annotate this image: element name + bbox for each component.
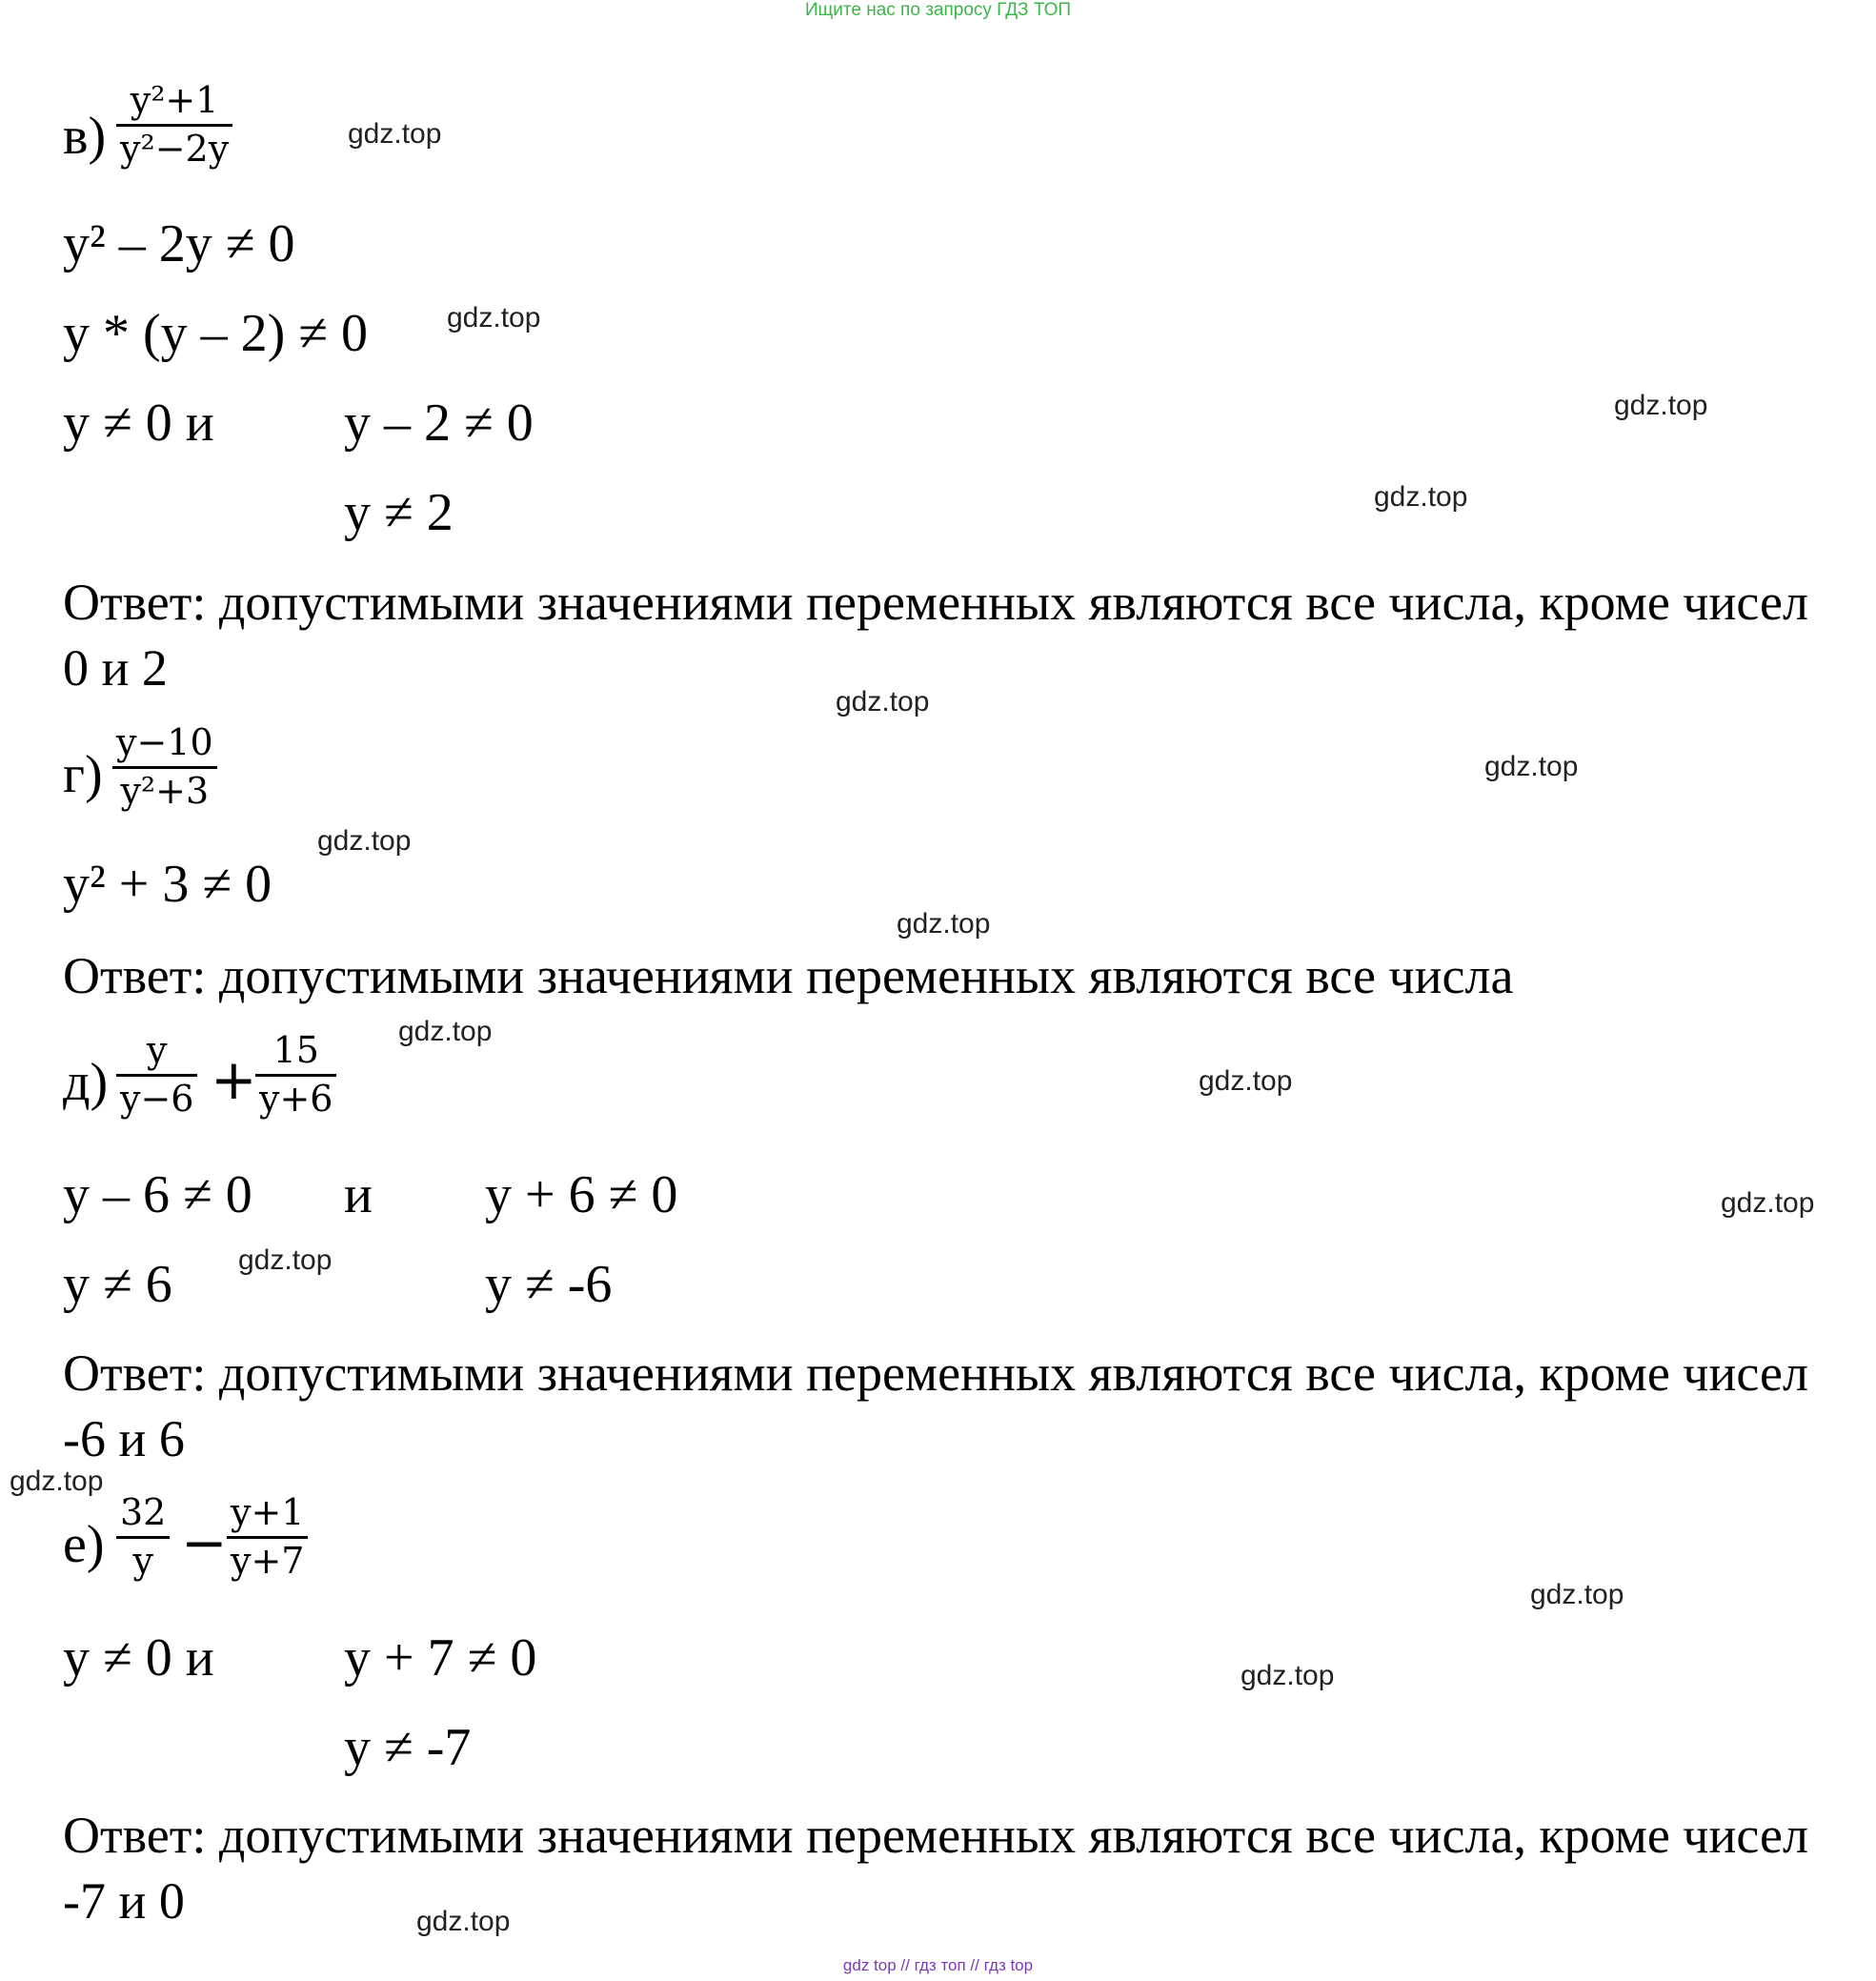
section-g-line-1: y² + 3 ≠ 0	[63, 855, 272, 914]
watermark: gdz.top	[836, 686, 930, 718]
watermark: gdz.top	[1721, 1187, 1815, 1219]
fraction-denominator: y−6	[120, 1077, 194, 1120]
fraction-denominator: y²−2y	[120, 127, 230, 170]
fraction-denominator: y+6	[259, 1077, 333, 1120]
section-d-fraction-2	[255, 1029, 336, 1120]
section-d-line-4: y ≠ 6	[63, 1255, 172, 1314]
section-e-line-2: y + 7 ≠ 0	[344, 1628, 537, 1688]
watermark: gdz.top	[10, 1466, 104, 1497]
section-v-line-2: y * (y – 2) ≠ 0	[63, 304, 369, 363]
fraction-denominator: y+7	[231, 1539, 305, 1582]
watermark: gdz.top	[447, 302, 541, 334]
section-v-line-3: y ≠ 0 и	[63, 394, 214, 453]
fraction-numerator: y	[147, 1029, 168, 1071]
top-banner: Ищите нас по запросу ГДЗ ТОП	[804, 0, 1072, 20]
section-v-line-4: y – 2 ≠ 0	[344, 394, 534, 453]
plus-operator: +	[211, 1047, 257, 1112]
section-e-fraction-2	[227, 1491, 308, 1582]
section-d-line-2: и	[344, 1165, 373, 1224]
fraction-denominator: y	[132, 1539, 153, 1582]
watermark: gdz.top	[398, 1016, 493, 1047]
section-v-answer: Ответ: допустимыми значениями переменных являются все числа, кроме чисел 0 и 2	[63, 574, 1808, 697]
section-e-line-1: y ≠ 0 и	[63, 1628, 214, 1688]
section-v-label: в)	[63, 107, 107, 166]
watermark: gdz.top	[416, 1906, 511, 1937]
section-g-label: г)	[63, 745, 103, 804]
watermark: gdz.top	[317, 825, 412, 857]
fraction-denominator: y²+3	[120, 769, 210, 812]
watermark: gdz.top	[1484, 751, 1579, 782]
section-v-line-1: y² – 2y ≠ 0	[63, 214, 295, 273]
watermark: gdz.top	[1530, 1579, 1624, 1610]
fraction-numerator: 32	[120, 1491, 167, 1533]
section-v-line-5: y ≠ 2	[344, 483, 454, 542]
watermark: gdz.top	[1199, 1065, 1293, 1097]
section-e-label: е)	[63, 1515, 105, 1574]
minus-operator: −	[181, 1510, 228, 1575]
section-d-answer: Ответ: допустимыми значениями переменных являются все числа, кроме чисел -6 и 6	[63, 1344, 1808, 1467]
section-e-line-3: y ≠ -7	[344, 1718, 472, 1777]
watermark: gdz.top	[897, 908, 991, 940]
fraction-numerator: y−10	[116, 721, 213, 763]
section-d-line-1: y – 6 ≠ 0	[63, 1165, 252, 1224]
section-d-label: д)	[63, 1053, 109, 1112]
watermark: gdz.top	[1374, 481, 1468, 513]
fraction-numerator: y²+1	[130, 79, 219, 121]
watermark: gdz.top	[1614, 390, 1708, 421]
watermark: gdz.top	[1241, 1660, 1335, 1691]
section-v-fraction	[116, 79, 232, 170]
section-d-fraction-1	[116, 1029, 197, 1120]
section-d-line-5: y ≠ -6	[485, 1255, 613, 1314]
section-g-fraction	[112, 721, 217, 812]
watermark: gdz.top	[238, 1244, 333, 1276]
section-g-answer: Ответ: допустимыми значениями переменных являются все числа	[63, 947, 1514, 1004]
fraction-numerator: y+1	[231, 1491, 305, 1533]
section-e-answer: Ответ: допустимыми значениями переменных являются все числа, кроме чисел -7 и 0	[63, 1807, 1808, 1930]
watermark: gdz.top	[348, 118, 442, 150]
fraction-numerator: 15	[272, 1029, 319, 1071]
bottom-banner: gdz top // гдз топ // гдз top	[842, 1956, 1034, 1974]
section-e-fraction-1	[116, 1491, 170, 1582]
section-d-line-3: y + 6 ≠ 0	[485, 1165, 678, 1224]
